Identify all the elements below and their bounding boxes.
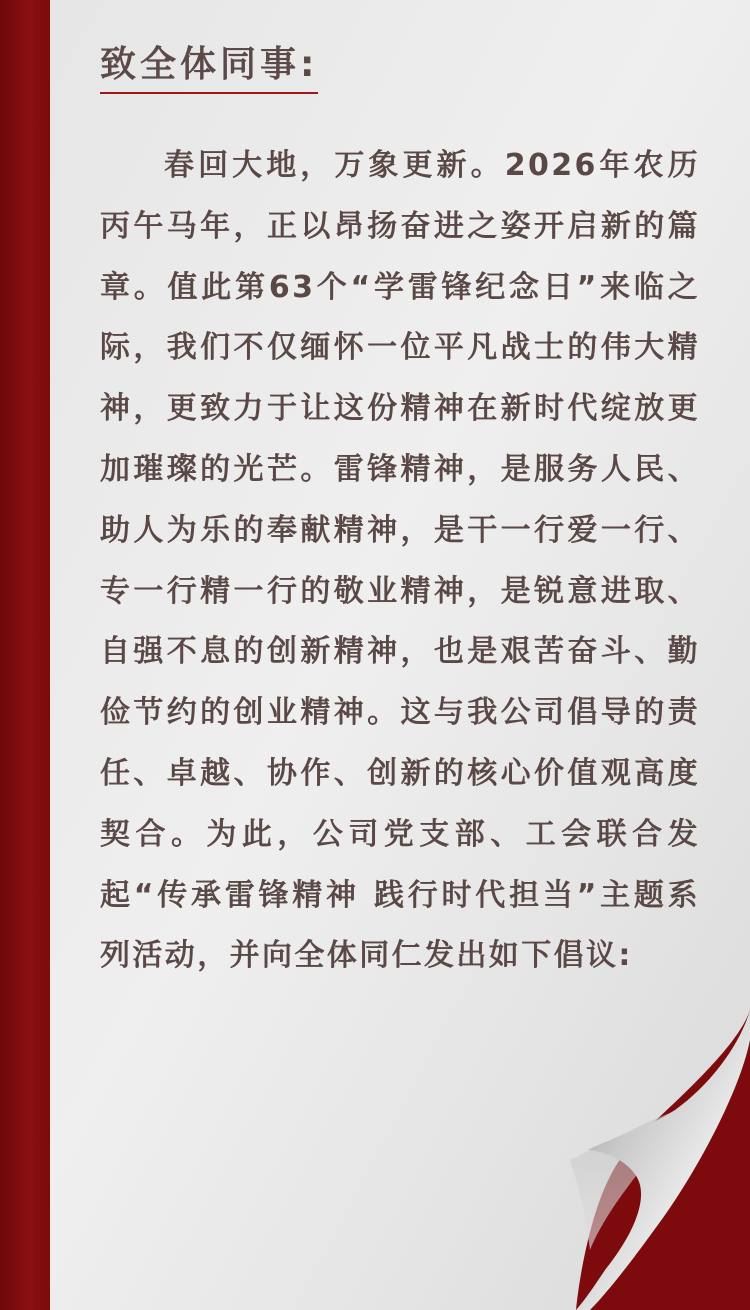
left-red-border xyxy=(0,0,50,1310)
letter-body-paragraph: 春回大地，万象更新。2026年农历丙午马年，正以昂扬奋进之姿开启新的篇章。值此第63个“学雷锋纪念日”来临之际，我们不仅缅怀一位平凡战士的伟大精神，更致力于让这份精神在新时代绽放更加璀璨的光芒。雷锋精神，是服务人民、助人为乐的奉献精神，是干一行爱一行、专一行精一行的敬业精神，是锐意进取、自强不息的创新精神，也是艰苦奋斗、勤俭节约的创业精神。这与我公司倡导的责任、卓越、协作、创新的核心价值观高度契合。为此，公司党支部、工会联合发起“传承雷锋精神 践行时代担当”主题系列活动，并向全体同仁发出如下倡议: xyxy=(100,148,700,974)
salutation-title: 致全体同事: xyxy=(100,44,319,85)
paper-sheet xyxy=(50,0,750,1310)
title-underline xyxy=(100,92,318,94)
